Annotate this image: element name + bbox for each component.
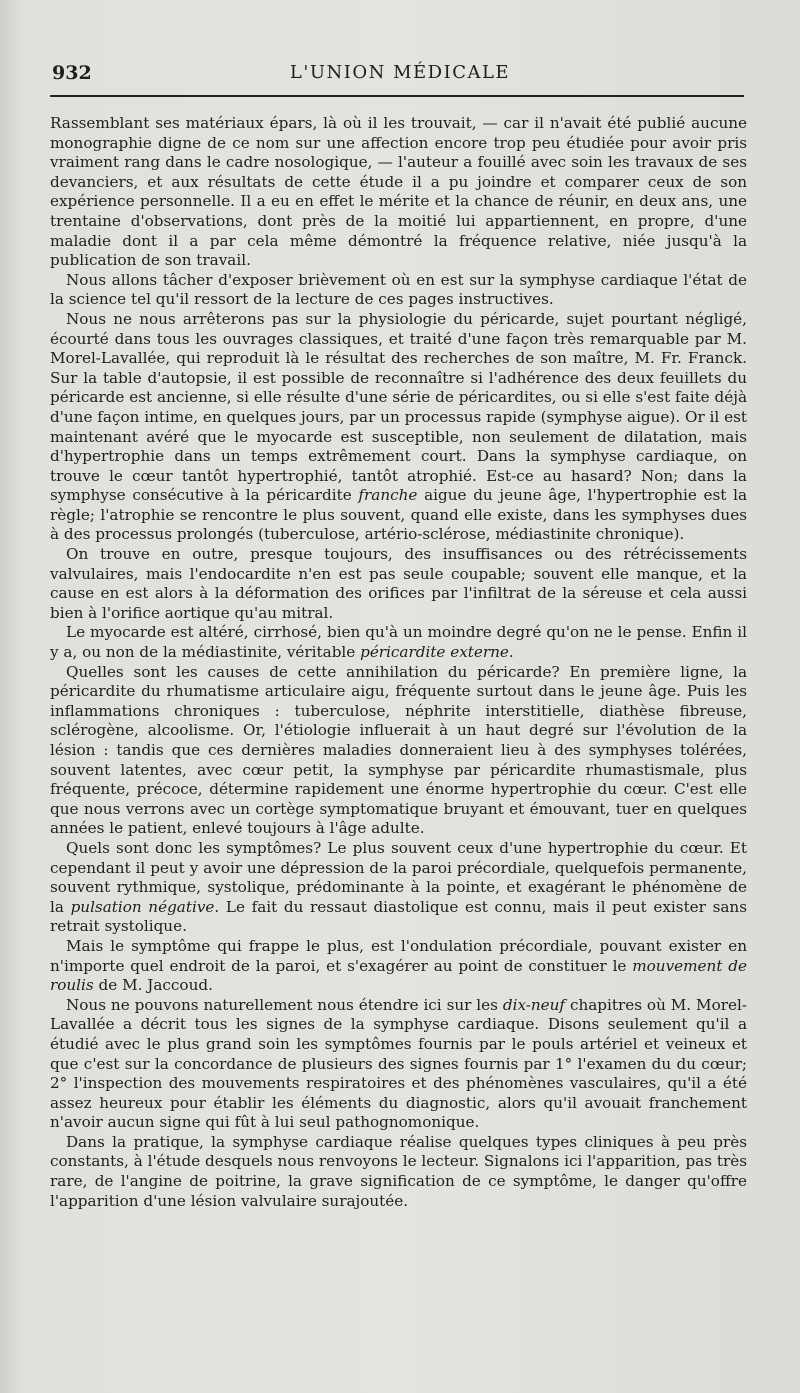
paragraph	[50, 114, 747, 271]
italic-text: pulsation négative	[70, 897, 215, 916]
paragraph-text: aigue du jeune âge, l'hypertrophie est la règle; l'atrophie se rencontre le plus souvent, quand elle existe, dans les symphyses dues à des processus prolongés (tuberculose, artério-sclérose, médiastinite chronique).	[50, 486, 747, 544]
paragraph-text: Nous allons tâcher d'exposer brièvement où en est sur la symphyse cardiaque l'état de la science tel qu'il ressort de la lecture de ces pages instructives.	[50, 270, 747, 309]
article-body	[50, 114, 747, 1211]
italic-text: franche	[358, 486, 418, 505]
page-number: 932	[52, 62, 92, 84]
paragraph	[50, 663, 747, 839]
paragraph	[50, 545, 747, 623]
paragraph-text: Quelles sont les causes de cette annihilation du péricarde? En première ligne, la péricardite du rhumatisme articulaire aigu, fréquente surtout dans le jeune âge. Puis les inflammations chroniques : tuberculose, néphrite interstitielle, diathèse fibreuse, sclérogène, alcoolisme. Or, l'étiologie influerait à un haut degré sur l'évolution de la lésion : tandis que ces dernières maladies donneraient lieu à des symphyses tolérées, souvent latentes, avec cœur petit, la symphyse par péricardite rhumastismale, plus fréquente, précoce, détermine rapidement une énorme hypertrophie du cœur. C'est elle que nous verrons avec un cortège symptomatique bruyant et émouvant, tuer en quelques années le patient, enlevé toujours à l'âge adulte.	[50, 662, 747, 838]
paragraph-text: Dans la pratique, la symphyse cardiaque réalise quelques types cliniques à peu près constants, à l'étude desquels nous renvoyons le lecteur. Signalons ici l'apparition, pas très rare, de l'angine de poitrine, la grave signification de ce symptôme, le danger qu'offre l'apparition d'une lésion valvulaire surajoutée.	[50, 1132, 747, 1210]
paragraph-text: On trouve en outre, presque toujours, des insuffisances ou des rétrécissements valvulaires, mais l'endocardite n'en est pas seule coupable; souvent elle manque, et la cause en est alors à la déformation des orifices par l'infiltrat de la séreuse et cela aussi bien à l'orifice aortique qu'au mitral.	[50, 545, 747, 622]
paragraph-text: Le myocarde est altéré, cirrhosé, bien qu'à un moindre degré qu'on ne le pense. Enfin il y a, ou non de la médiastinite, véritable	[50, 623, 747, 662]
page-header	[52, 62, 748, 90]
italic-text: mouvement de roulis	[50, 956, 747, 995]
paragraph	[50, 839, 747, 937]
paragraph	[50, 271, 747, 310]
italic-text: dix-neuf	[502, 995, 566, 1014]
paragraph	[50, 310, 747, 545]
paragraph	[50, 1133, 747, 1211]
paragraph-text: .	[508, 643, 514, 662]
paragraph-text: Quels sont donc les symptômes? Le plus souvent ceux d'une hypertrophie du cœur. Et cependant il peut y avoir une dépression de la paroi précordiale, quelquefois permanente, souvent rythmique, systolique, prédominante à la pointe, et exagérant le phénomène de la	[50, 838, 747, 916]
paragraph-text: Nous ne pouvons naturellement nous étendre ici sur les	[66, 995, 503, 1014]
running-title: L'UNION MÉDICALE	[289, 62, 511, 83]
paragraph	[50, 937, 747, 996]
paragraph	[50, 996, 747, 1133]
italic-text: péricardite externe	[360, 643, 509, 662]
header-rule	[50, 95, 744, 97]
paragraph-text: chapitres où M. Morel-Lavallée a décrit tous les signes de la symphyse cardiaque. Disons seulement qu'il a étudié avec le plus grand soin les symptômes fournis par le pouls artériel et veineux et que c'est sur la concordance de plusieurs des signes fournis par 1° l'examen du du cœur; 2° l'inspection des mouvements respiratoires et des phénomènes vasculaires, qu'il a été assez heureux pour établir les éléments du diagnostic, alors qu'il avouait franchement n'avoir aucun signe qui fût à lui seul pathognomonique.	[50, 995, 747, 1132]
paragraph-text: Mais le symptôme qui frappe le plus, est l'ondulation précordiale, pouvant exister en n'importe quel endroit de la paroi, et s'exagérer au point de constituer le	[50, 936, 747, 975]
paragraph	[50, 623, 747, 662]
paragraph-text: Rassemblant ses matériaux épars, là où il les trouvait, — car il n'avait été publié aucune monographie digne de ce nom sur une affection encore trop peu étudiée pour avoir pris vraiment rang dans le cadre nosologique, — l'auteur a fouillé avec soin les travaux de ses devanciers, et aux résultats de cette étude il a pu joindre et comparer ceux de son expérience personnelle. Il a eu en effet le mérite et la chance de réunir, en deux ans, une trentaine d'observations, dont près de la moitié lui appartiennent, en propre, d'une maladie dont il a par cela même démontré la fréquence relative, niée jusqu'à la publication de son travail.	[50, 114, 747, 270]
paragraph-text: de M. Jaccoud.	[93, 976, 213, 995]
paragraph-text: . Le fait du ressaut diastolique est connu, mais il peut exister sans retrait systolique.	[50, 897, 747, 936]
paragraph-text: Nous ne nous arrêterons pas sur la physiologie du péricarde, sujet pourtant négligé, écourté dans tous les ouvrages classiques, et traité d'une façon très remarquable par M. Morel-Lavallée, qui reproduit là le résultat des recherches de son maître, M. Fr. Franck. Sur la table d'autopsie, il est possible de reconnaître si l'adhérence des deux feuillets du péricarde est ancienne, si elle résulte d'une série de péricardites, ou si elle s'est faite déjà d'une façon intime, en quelques jours, par un processus rapide (symphyse aigue). Or il est maintenant avéré que le myocarde est susceptible, non seulement de dilatation, mais d'hypertrophie dans un temps extrêmement court. Dans la symphyse cardiaque, on trouve le cœur tantôt hypertrophié, tantôt atrophié. Est-ce au hasard? Non; dans la symphyse consécutive à la péricardite	[50, 309, 747, 505]
